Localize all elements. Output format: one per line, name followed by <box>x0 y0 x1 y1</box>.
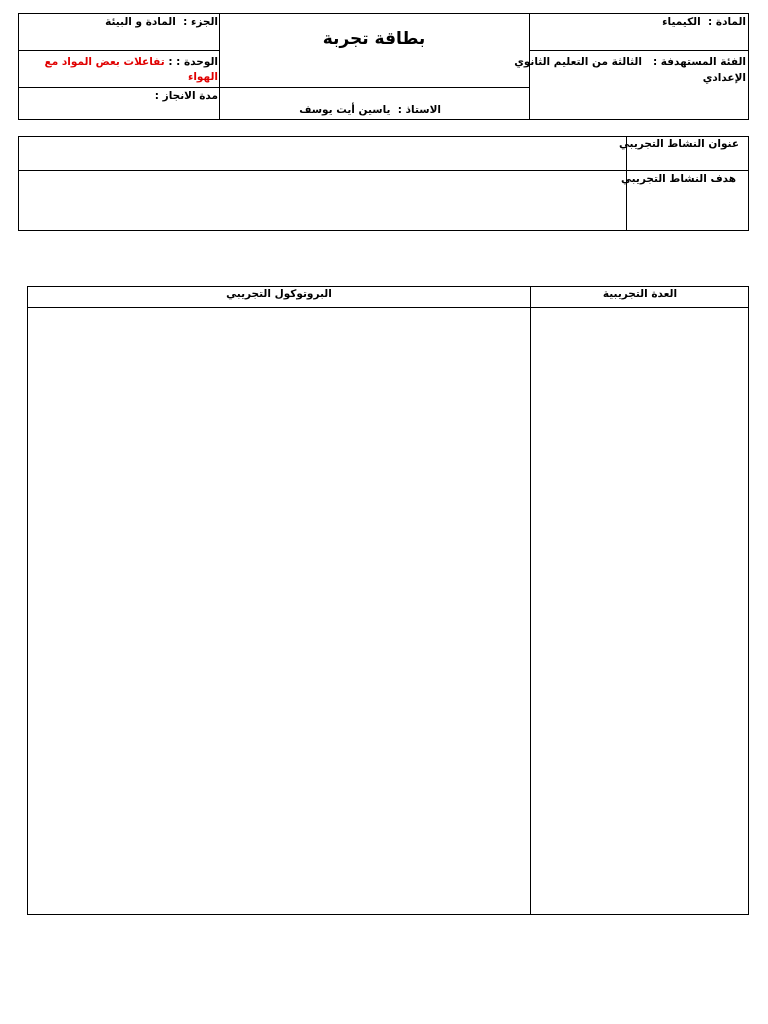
subject-value: الكيمياء <box>662 16 701 28</box>
protocol-table <box>27 286 749 915</box>
target-label: الفئة المستهدفة : <box>652 56 746 68</box>
page-title: بطاقة تجربة <box>322 29 426 49</box>
teacher-label: الاستاذ : <box>397 104 441 116</box>
part-field <box>105 15 218 29</box>
header-hline-left-2 <box>18 87 219 88</box>
equipment-header: العدة التجريبية <box>602 288 678 300</box>
activity-goal-label: هدف النشاط التجريبي <box>621 173 736 185</box>
header-hline-middle <box>219 87 529 88</box>
protocol-divider <box>530 286 531 915</box>
unit-value: تفاعلات بعض المواد مع <box>44 56 165 68</box>
unit-value-line2: الهواء <box>187 71 218 83</box>
target-value-line2: الإعدادي <box>702 72 746 84</box>
target-value: الثالثة من التعليم الثانوي <box>514 56 642 68</box>
activity-title-label: عنوان النشاط التجريبي <box>618 138 739 150</box>
header-hline-left-1 <box>18 50 219 51</box>
unit-field <box>45 55 218 69</box>
protocol-header-line <box>27 307 749 308</box>
header-hline-right <box>529 50 749 51</box>
part-value: المادة و البيئة <box>105 16 176 28</box>
activity-hline <box>18 170 749 171</box>
protocol-header: البروتوكول التجريبي <box>226 288 332 300</box>
part-label: الجزء : <box>183 16 218 28</box>
target-field <box>514 55 746 69</box>
subject-field <box>662 15 746 29</box>
teacher-value: ياسين أيت يوسف <box>299 104 391 116</box>
teacher-field <box>299 103 441 117</box>
unit-label: الوحدة : : <box>168 56 218 68</box>
subject-label: المادة : <box>708 16 746 28</box>
duration-label: مدة الانجاز : <box>154 90 218 102</box>
